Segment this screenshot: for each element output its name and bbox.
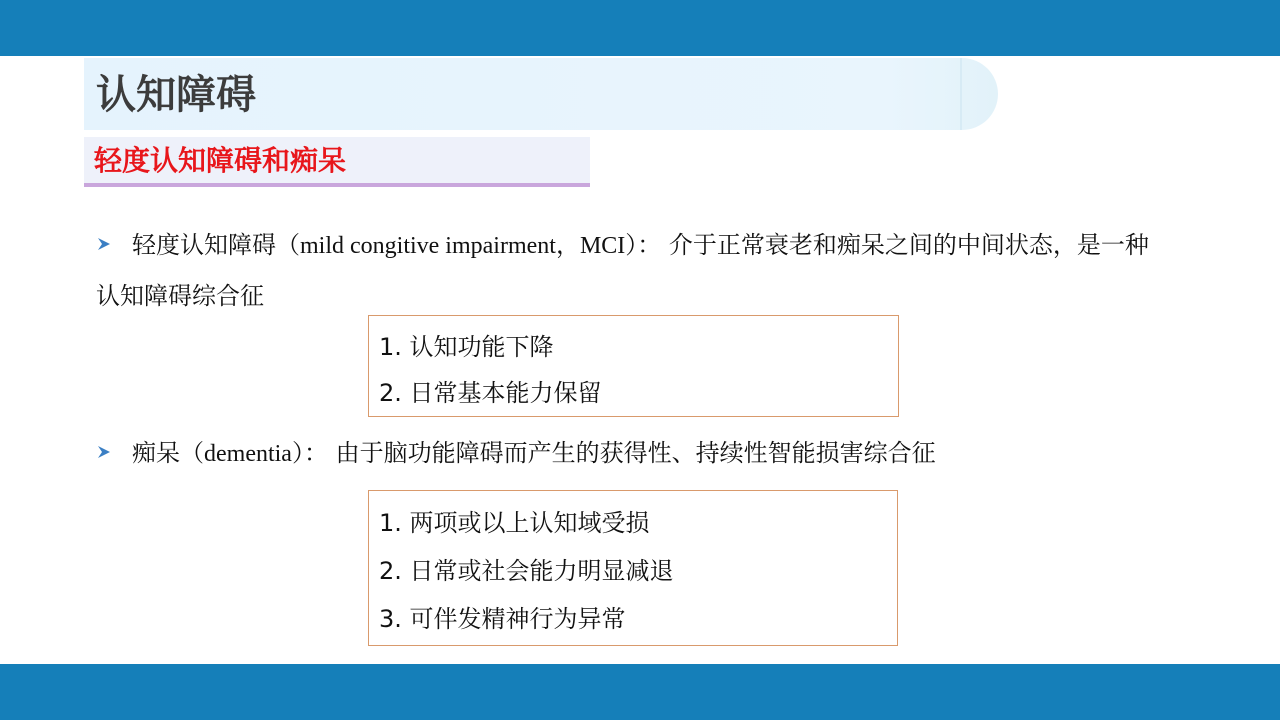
list-item: 2. 日常或社会能力明显减退 bbox=[379, 557, 674, 585]
dementia-features-box bbox=[368, 490, 898, 646]
bottom-bar bbox=[0, 664, 1280, 720]
section-subtitle: 轻度认知障碍和痴呆 bbox=[94, 144, 347, 177]
page-title: 认知障碍 bbox=[96, 72, 256, 118]
bullet-english: （mild congitive impairment，MCI） bbox=[276, 233, 638, 259]
top-bar bbox=[0, 0, 1280, 56]
bullet-definition: ： 由于脑功能障碍而产生的获得性、持续性智能损害综合征 bbox=[303, 439, 936, 467]
arrow-right-icon bbox=[96, 428, 132, 478]
bullet-english: （dementia） bbox=[180, 441, 304, 467]
list-item: 1. 两项或以上认知域受损 bbox=[379, 509, 650, 537]
mci-features-box bbox=[368, 315, 899, 417]
list-item: 2. 日常基本能力保留 bbox=[379, 379, 602, 407]
arrow-right-icon bbox=[96, 220, 132, 270]
list-item: 3. 可伴发精神行为异常 bbox=[379, 605, 626, 633]
bullet-term: 轻度认知障碍 bbox=[132, 231, 276, 259]
bullet-mci bbox=[96, 220, 1166, 321]
bullet-dementia bbox=[96, 428, 1166, 479]
bullet-term: 痴呆 bbox=[132, 439, 180, 467]
bullet-definition: ： 介于正常衰老和痴呆之间的中间状态，是一种认知障碍综合征 bbox=[96, 231, 1149, 310]
subtitle-box bbox=[84, 137, 590, 187]
list-item: 1. 认知功能下降 bbox=[379, 333, 554, 361]
